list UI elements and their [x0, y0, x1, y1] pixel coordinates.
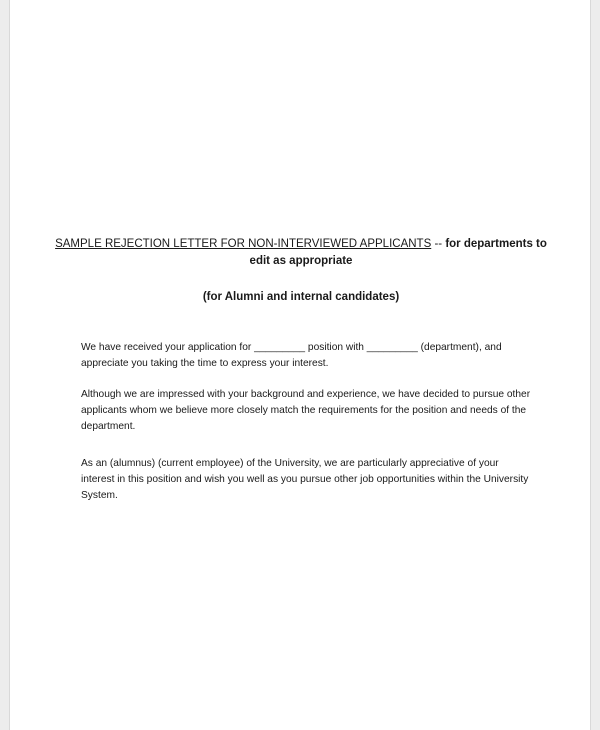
letter-title-note: for departments to edit as appropriate	[249, 238, 547, 267]
letter-paragraph-3: As an (alumnus) (current employee) of the University, we are particularly appreciative of your interest in this position and wish you well as you pursue other job opportunities within the University System.	[81, 458, 529, 501]
document-page	[9, 0, 591, 730]
letter-title-separator: --	[431, 238, 446, 250]
letter-title	[50, 236, 552, 270]
letter-title-main: SAMPLE REJECTION LETTER FOR NON-INTERVIEWED APPLICANTS	[55, 238, 432, 250]
letter-paragraph-2: Although we are impressed with your background and experience, we have decided to pursue other applicants whom we believe more closely match the requirements for the position and needs of the department.	[81, 389, 531, 432]
letter-subtitle: (for Alumni and internal candidates)	[202, 291, 400, 303]
letter-paragraph-1: We have received your application for _________ position with _________ (department), and appreciate you taking the time to express your interest.	[81, 342, 502, 369]
